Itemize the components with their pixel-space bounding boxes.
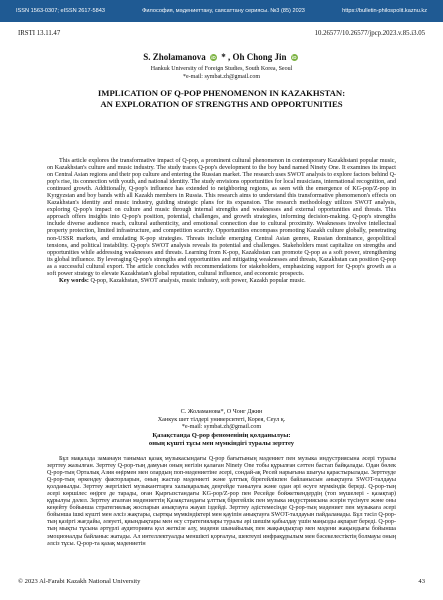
orcid-icon[interactable]: iD xyxy=(292,55,297,60)
kazakh-email: *e-mail: symbat.zh@gmail.com xyxy=(181,423,262,430)
doi-text[interactable]: 10.26577/10.26577/jpcp.2023.v.85.i3.05 xyxy=(314,30,425,37)
kazakh-title xyxy=(0,432,443,448)
author-email: *e-mail: symbat.zh@gmail.com xyxy=(182,73,260,80)
kazakh-authors: С. Жоламанова*, О Чонг Джин xyxy=(180,408,263,415)
page-number: 43 xyxy=(418,578,425,585)
article-title xyxy=(0,88,443,110)
author-1: S. Zholamanova xyxy=(143,52,206,62)
journal-header-bar xyxy=(0,0,443,22)
journal-series-text: Философия, мәдениеттану, саясаттану сериясы. №3 (85) 2023 xyxy=(142,8,305,14)
article-meta xyxy=(18,30,425,37)
keywords-label: Key words: xyxy=(59,277,89,284)
kazakh-affiliation: Ханкук шет тілдері университеті, Корея, Сеул қ. xyxy=(157,415,286,423)
kazakh-title-line-2: оның күшті тұсы мен мүмкіндігі туралы зерттеу xyxy=(148,440,295,447)
author-marks: * , xyxy=(221,52,231,62)
keywords xyxy=(47,278,396,285)
abstract xyxy=(47,158,396,285)
kazakh-abstract xyxy=(47,456,396,548)
kazakh-abstract-text: Бұл мақалада заманауи танымал қазақ музыкасындағы Q-pop бағытының мәдениет пен музыка индустриясына әсері туралы зерттеу жазылған. Зерттеу Q-pop-тың дамуын оның негізін қалаған Ninety One тобы құрылған сәттен бастап байқалады. Одан бөлек Q-pop-тың Орталық Азия өңірмен мен олардың поп-мәдениетіне әсері, сондай-ақ Ресей нарығына шығуы қарастырылады. Зерттеуде Q-pop-тың өркендеу факторларын, оның жастар мәдениеті және ұлттық бірегейлікпен байланысын анықтауға SWOT-талдауы қолданылды. Зерттеу жергілікті музыканттарға халықаралық деңгейде танылуға және одан әрі өсуге мүмкіндік береді. Q-pop-тың әсері көршілес өңірге де тарады, оған Қырғызстандағы KG-pop/Z-pop пен Ресейде бойжеткендердің (топ мүшелері - қазақтар) құрылуы дәлел. Зерттеу аталған мәдениеттің Қазақстандағы ұлттық бірегейлік пен музыка индустриясына әсерін түсінуге және оны кеңейту бойынша стратегиялық жоспарын анықтауға жауап іздейді. Зерттеу әдістемесінде Q-pop-тың мәдениет пен музыкаға әсері бойынша ішкі күшті мен әлсіз жақтары, сыртқы мүмкіндіктері мен қауіпін анықтауға SWOT-талдауын пайдаланады. Бұл тәсіл Q-pop-тың қазіргі жағдайы, әлеуеті, қиындықтары мен өсу стратегиялары туралы әрі шешім қабылдау үшін маңызды ақпарат береді. Q-pop-тың мықты тұсына әртүрлі аудиторияға қол жеткізе алу, мәдени шынайылық пен жақындықтар мен мәдени жақындығы бойынша эмоционалды байланыс жатады. Ал интеллектуалды меншікті қорғалуы, шектеулі инфрақұрылым мен бәсекелестіктің болмауы оның әлсіз тұсы. Q-pop-та қазақ мәдениетін xyxy=(47,456,396,547)
page-footer xyxy=(18,578,425,585)
copyright: © 2023 Al-Farabi Kazakh National University xyxy=(18,578,141,585)
kazakh-author-block xyxy=(0,408,443,431)
keywords-text: Q-pop, Kazakhstan, SWOT analysis, music industry, soft power, Kazakh popular music. xyxy=(90,277,306,284)
title-line-2: AN EXPLORATION OF STRENGTHS AND OPPORTUNITIES xyxy=(100,99,343,109)
affiliation-line: Hankuk University of Foreign Studies, South Korea, Seoul xyxy=(150,66,293,72)
title-line-1: IMPLICATION OF Q-POP PHENOMENON IN KAZAKHSTAN: xyxy=(97,88,346,98)
journal-url[interactable]: https://bulletin-philospolit.kaznu.kz xyxy=(342,8,427,14)
author-2: Oh Chong Jin xyxy=(232,52,287,62)
kazakh-title-line-1: Қазақстанда Q-pop феноменінің қолданылуы: xyxy=(152,432,291,439)
issn-text: ISSN 1563-0307; eISSN 2617-5843 xyxy=(16,8,105,14)
author-line xyxy=(0,52,443,62)
abstract-text: This article explores the transformative impact of Q-pop, a prominent cultural phenomenon in contemporary Kazakhstani popular music, on Kazakhstan's culture and music industry. The study traces Q-pop's development to the boy band named Ninety One. It examines its impact on Central Asian regions and their pop culture and entering the Russian market. The research uses SWOT analysis to explore factors behind Q-pop's rise, its connection with youth, and national identity. The study envisions opportunities for local musicians, international recognition, and continued growth. Additionally, Q-pop's influence has extended to neighboring regions, as seen with the emergence of KG-pop/Z-pop in Kyrgyzstan and boy bands with all Kazakh members in Russia. This research aims to understand this transformative phenomenon's effects on Kazakhstan's identity and music industry, guiding strategic plans for its expansion. The research methodology utilizes SWOT analysis, exploring Q-pop's impact on culture and music through internal strengths and weaknesses and external opportunities and threats. This approach offers insights into Q-pop's position, potential, challenges, and growth strategies, informing decision-making. Q-pop's strengths include diverse audience reach, cultural authenticity, and emotional connection due to cultural proximity. Weaknesses involve intellectual property protection, limited infrastructure, and competition scarcity. Opportunities encompass promoting Kazakh culture globally, penetrating non-USSR markets, and emulating K-pop strategies. Threats include emerging Central Asian genres, Russian dominance, geopolitical tensions, and political instability. Q-pop's SWOT analysis reveals its potential and challenges. Stakeholders must capitalize on strengths and opportunities while addressing weaknesses and threats. Learning from K-pop, Kazakhstan can promote Q-pop as a soft power, strengthening its global influence. By leveraging Q-pop's strengths and opportunities and mitigating weaknesses and threats, Kazakhstan can position Q-pop as a successful cultural export. The article concludes with recommendations for stakeholders, emphasizing support for Q-pop's growth as a soft power strategy to elevate Kazakhstan's global reputation, cultural influence, and economic prospects. xyxy=(47,158,396,277)
affiliation xyxy=(0,66,443,81)
irsti-code: IRSTI 13.11.47 xyxy=(18,30,61,37)
orcid-icon[interactable]: iD xyxy=(211,55,216,60)
